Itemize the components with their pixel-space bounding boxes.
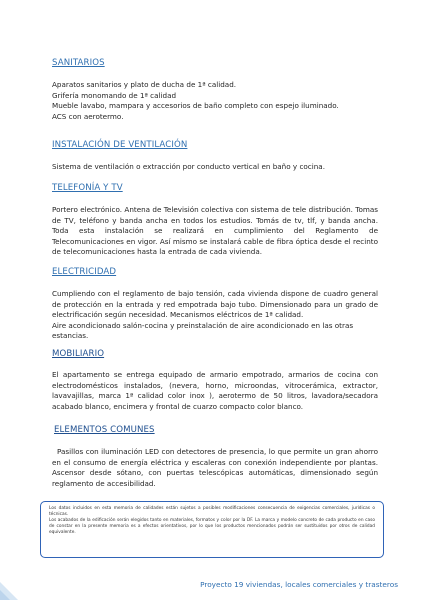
text-line: Sistema de ventilación o extracción por conducto vertical en baño y cocina. bbox=[52, 162, 325, 171]
section-title-sanitarios: SANITARIOS bbox=[52, 58, 105, 68]
disclaimer-line: Los acabados de la edificación serán elegidos tanto en materiales, formatos y color por la DF. La marca y modelo concreto de cada producto en caso de constar en la presente memoria es a efectos orientativos, por lo que los productos mencionados podrán ser sustituidos por otros de calidad equivalente. bbox=[49, 518, 375, 536]
disclaimer-box bbox=[40, 501, 384, 558]
section-body-mobiliario bbox=[52, 370, 378, 412]
text-line: Aparatos sanitarios y plato de ducha de 1ª calidad. bbox=[52, 80, 237, 89]
text-line: Mueble lavabo, mampara y accesorios de baño completo con espejo iluminado. bbox=[52, 101, 339, 111]
section-body-ventilacion bbox=[52, 162, 378, 173]
paragraph: Portero electrónico. Antena de Televisión colectiva con sistema de tele distribución. Tomas de TV, teléfono y banda ancha en todos los estudios. Tomás de tv, tlf, y banda ancha. Toda esta instalación se realizará en cumplimiento del Reglamento de Telecomunicaciones en vigor. Así mismo se instalará cable de fibra óptica desde el recinto de telecomunicaciones hasta la entrada de cada vivienda. bbox=[52, 205, 378, 257]
section-body-comunes bbox=[52, 447, 378, 489]
section-title-mobiliario: MOBILIARIO bbox=[52, 349, 105, 359]
disclaimer-line: Los datos incluidos en esta memoria de calidades están sujetos a posibles modificaciones consecuencia de exigencias comerciales, jurídicas o técnicas. bbox=[49, 506, 375, 518]
footer-project-title: Proyecto 19 viviendas, locales comerciales y trasteros bbox=[200, 580, 398, 589]
text-line: Grifería monomando de 1ª calidad bbox=[52, 90, 177, 100]
text-line: ACS con aerotermo. bbox=[52, 111, 124, 121]
section-title-electricidad: ELECTRICIDAD bbox=[52, 267, 117, 277]
section-title-ventilacion: INSTALACIÓN DE VENTILACIÓN bbox=[52, 140, 188, 150]
corner-decoration bbox=[0, 578, 22, 600]
paragraph: Cumpliendo con el reglamento de bajo tensión, cada vivienda dispone de cuadro general de protección en la entrada y red empotrada bajo tubo. Dimensionado para un grado de electrificación según necesidad. Mecanismos eléctricos de 1ª calidad. bbox=[52, 289, 378, 320]
section-title-telefonia: TELEFONÍA Y TV bbox=[52, 183, 123, 193]
section-body-electricidad bbox=[52, 289, 378, 342]
section-body-sanitarios bbox=[52, 80, 378, 122]
paragraph: El apartamento se entrega equipado de armario empotrado, armarios de cocina con electrodomésticos instalados, (nevera, horno, microondas, vitrocerámica, extractor, lavavajillas, marca 1ª calidad color inox ), aerotermo de 50 litros, lavadora/secadora acabado blanco, encimera y frontal de cuarzo compacto color blanco. bbox=[52, 370, 378, 411]
paragraph: Aire acondicionado salón-cocina y preinstalación de aire acondicionado en las otras estancias. bbox=[52, 320, 354, 341]
paragraph: Pasillos con iluminación LED con detectores de presencia, lo que permite un gran ahorro en el consumo de energía eléctrica y escaleras con conexión independiente por plantas. Ascensor desde sótano, con puertas telescópicas automáticas, dimensionado según reglamento de accesibilidad. bbox=[52, 447, 378, 488]
section-title-comunes: ELEMENTOS COMUNES bbox=[54, 425, 155, 435]
section-body-telefonia bbox=[52, 205, 378, 258]
